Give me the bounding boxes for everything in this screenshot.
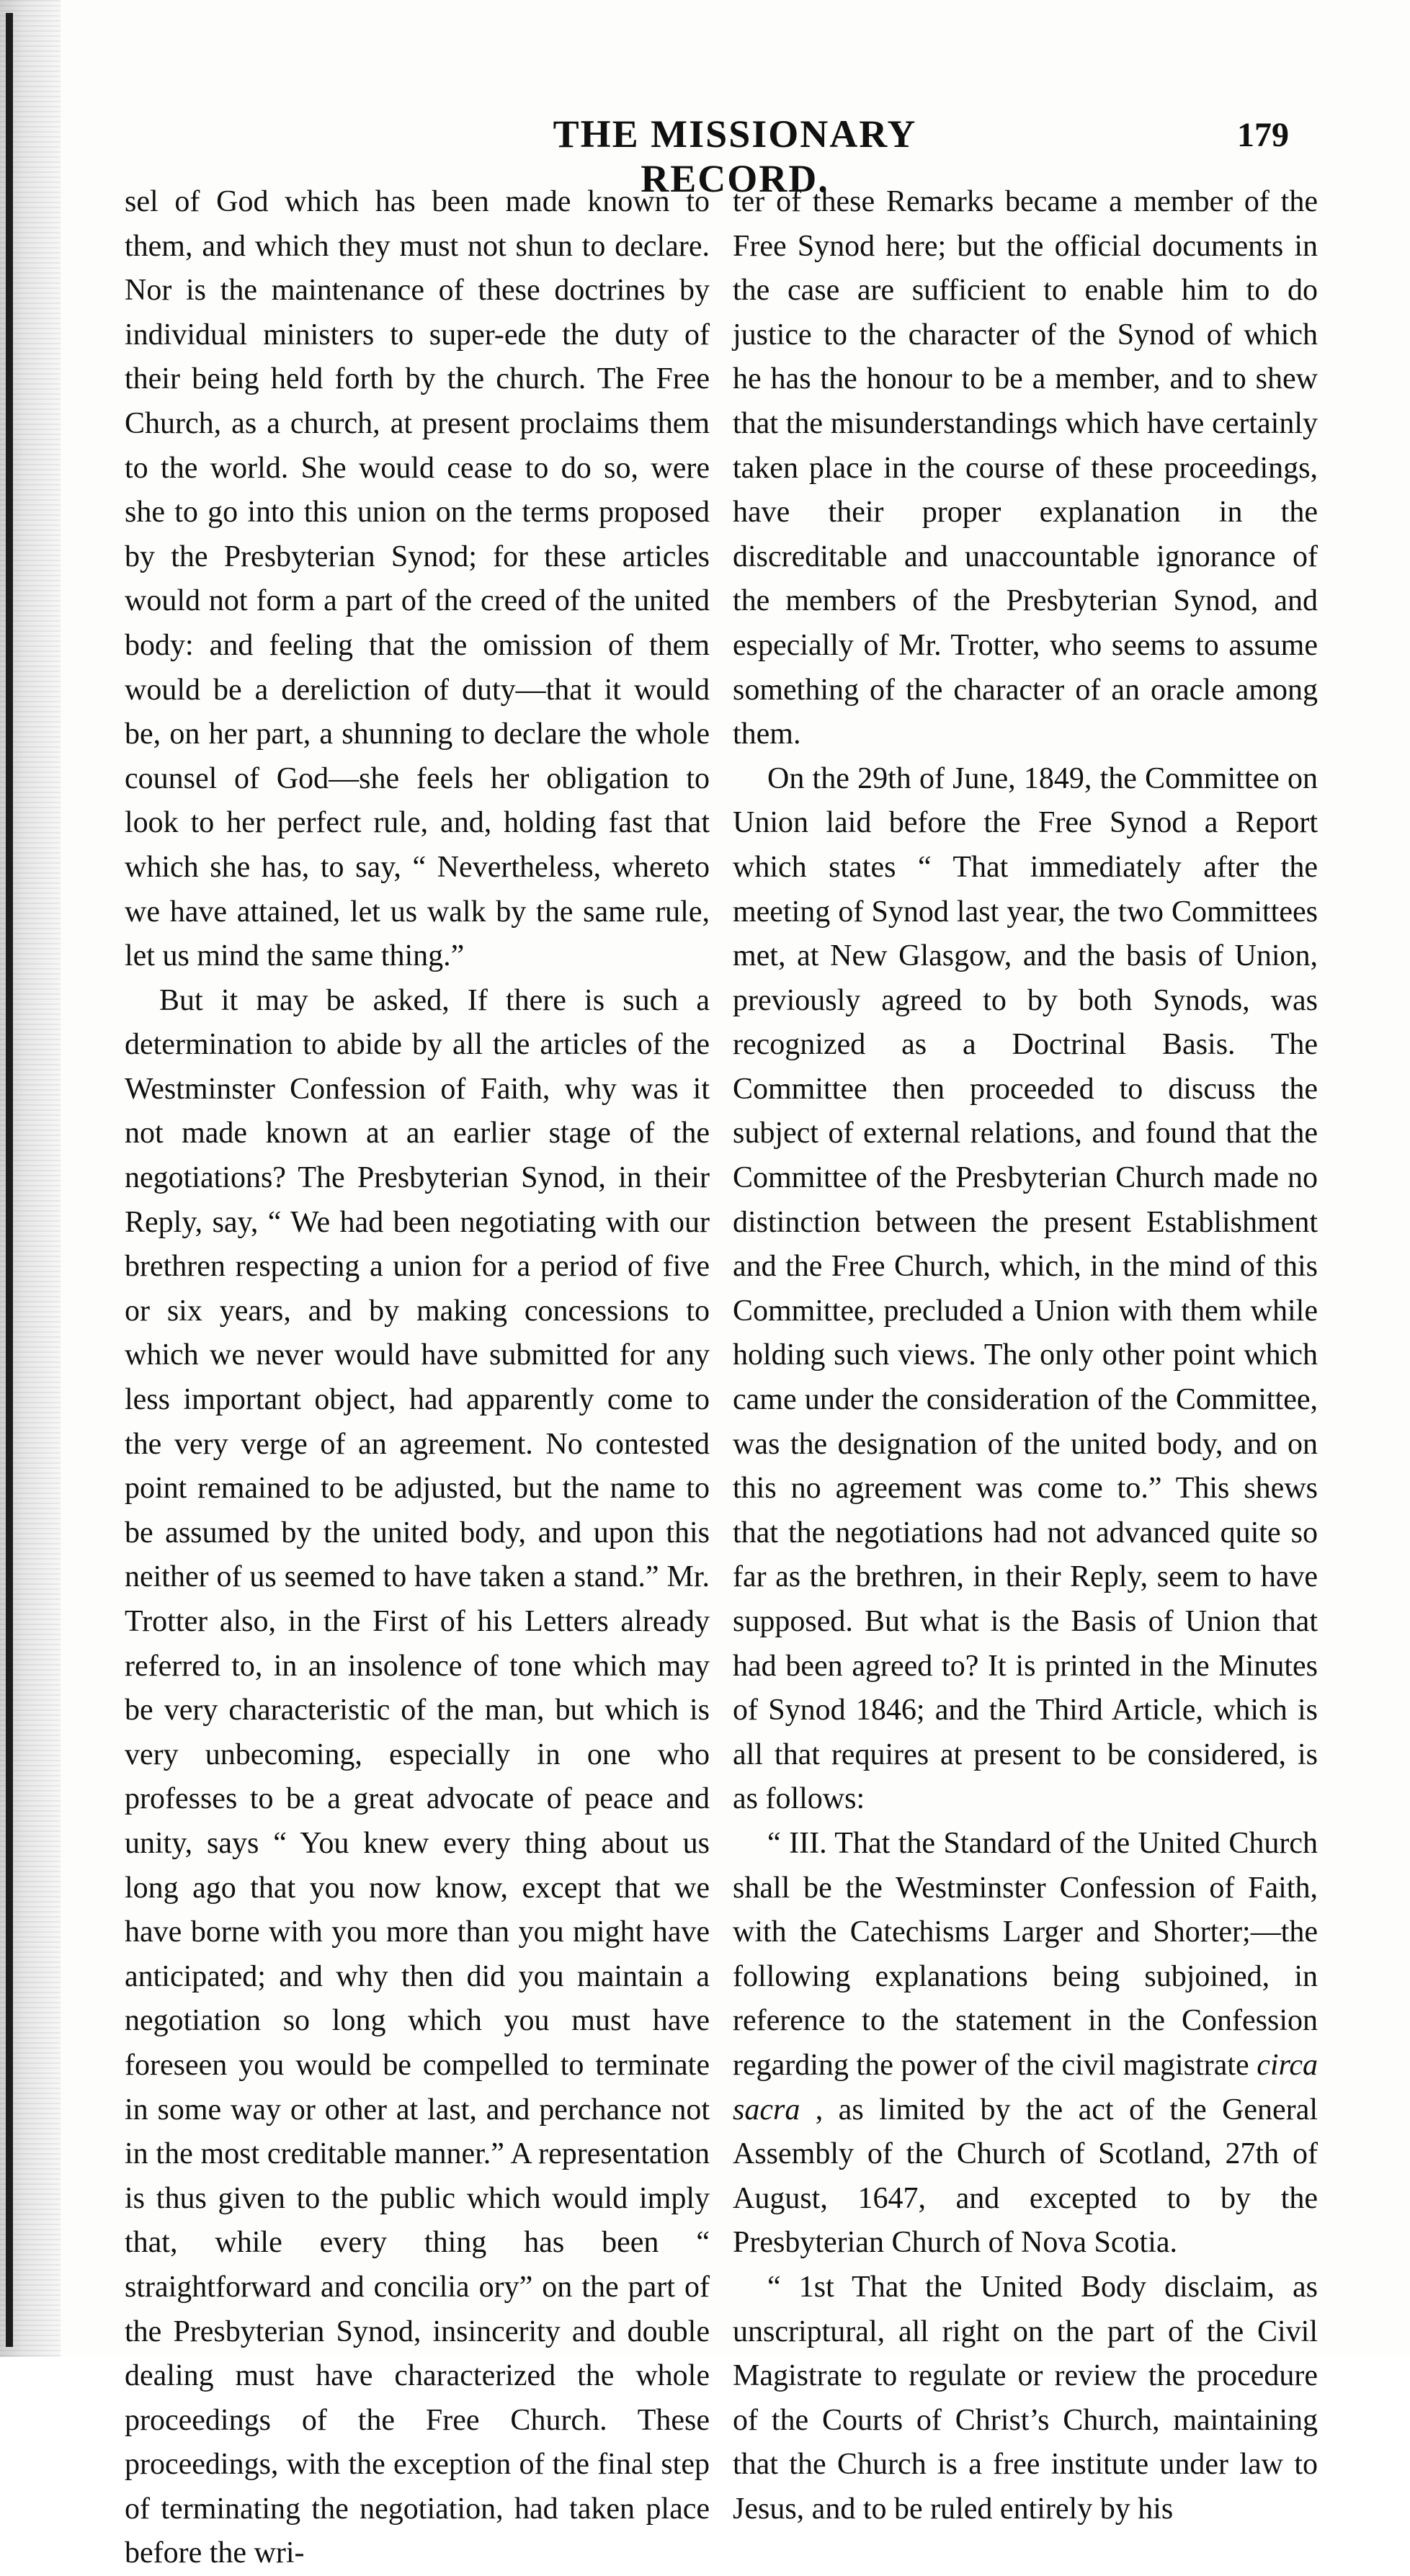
left-text-column [125, 180, 710, 2576]
right-paragraph-1: ter of these Remarks became a member of the Free Synod here; but the official documents in the case are sufficient to enable him to do justice to the character of the Synod of which he has the honour to be a member, and to shew that the misunderstandings which have certainly taken place in the course of these proceedings, have their proper explanation in the discreditable and unaccountable ignorance of the members of the Presbyterian Synod, and especially of Mr. Trotter, who seems to assume something of the character of an oracle among them. [733, 185, 1318, 751]
right-text-column [733, 180, 1318, 2531]
page-binding-shadow [0, 0, 61, 2357]
running-head: THE MISSIONARY RECORD. [553, 112, 917, 200]
right-paragraph-2: On the 29th of June, 1849, the Committee on Union laid before the Free Synod a Report which states “ That immediately after the meeting of Synod last year, the two Committees met, at New Glasgow, and the basis of Union, previously agreed to by both Synods, was recognized as a Doctrinal Basis. The Committee then proceeded to discuss the subject of external relations, and found that the Committee of the Presbyterian Church made no distinction between the present Establishment and the Free Church, which, in the mind of this Committee, precluded a Union with them while holding such views. The only other point which came under the consideration of the Committee, was the designation of the united body, and on this no agreement was come to.” This shews that the negotiations had not advanced quite so far as the brethren, in their Reply, seem to have supposed. But what is the Basis of Union that had been agreed to? It is printed in the Minutes of Synod 1846; and the Third Article, which is all that requires at present to be considered, is as follows: [733, 761, 1318, 1816]
right-paragraph-3 [733, 1822, 1318, 2266]
left-paragraph-1: sel of God which has been made known to them, and which they must not shun to declare. Nor is the maintenance of these doctrines by individual ministers to super-ede the duty of their being held forth by the church. The Free Church, as a church, at present proclaims them to the world. She would cease to do so, were she to go into this union on the terms proposed by the Presbyterian Synod; for these articles would not form a part of the creed of the united body: and feeling that the omission of them would be a dereliction of duty—that it would be, on her part, a shunning to declare the whole counsel of God—she feels her obligation to look to her perfect rule, and, holding fast that which she has, to say, “ Nevertheless, whereto we have attained, let us walk by the same rule, let us mind the same thing.” [125, 185, 710, 973]
right-paragraph-4: “ 1st That the United Body disclaim, as unscriptural, all right on the part of the Civil Magistrate to regulate or review the procedure of the Courts of Christ’s Church, maintaining that the Church is a free institute under law to Jesus, and to be ruled entirely by his [733, 2270, 1318, 2526]
left-paragraph-2: But it may be asked, If there is such a determination to abide by all the articles of the Westminster Confession of Faith, why was it not made known at an earlier stage of the negotiations? The Presbyterian Synod, in their Reply, say, “ We had been negotiating with our brethren respecting a union for a period of five or six years, and by making concessions to which we never would have submitted for any less important object, had apparently come to the very verge of an agreement. No contested point remained to be adjusted, but the name to be assumed by the united body, and upon this neither of us seemed to have taken a stand.” Mr. Trotter also, in the First of his Letters already referred to, in an insolence of tone which may be very characteristic of the man, but which is very unbecoming, especially in one who professes to be a great advocate of peace and unity, says “ You knew every thing about us long ago that you now know, except that we have borne with you more than you might have anticipated; and why then did you maintain a negotiation so long which you must have foreseen you would be compelled to terminate in some way or other at last, and perchance not in the most creditable manner.” A representation is thus given to the public which would imply that, while every thing has been “ straightforward and concilia ory” on the part of the Presbyterian Synod, insincerity and double dealing must have characterized the whole proceedings of the Free Church. These proceedings, with the exception of the final step of terminating the negotiation, had taken place before the wri- [125, 983, 710, 2570]
right-paragraph-3-before-italic: “ III. That the Standard of the United Church shall be the Westminster Confession of Faith, with the Catechisms Larger and Shorter;—the following explanations being subjoined, in reference to the statement in the Confession regarding the power of the civil magistrate [733, 1826, 1318, 2082]
page-number: 179 [1237, 116, 1289, 154]
italic-phrase: circa sacra [733, 2048, 1318, 2126]
right-paragraph-3-after-italic: , as limited by the act of the General Assembly of the Church of Scotland, 27th of August, 1647, and excepted to by the Presbyterian Church of Nova Scotia. [733, 2093, 1318, 2260]
